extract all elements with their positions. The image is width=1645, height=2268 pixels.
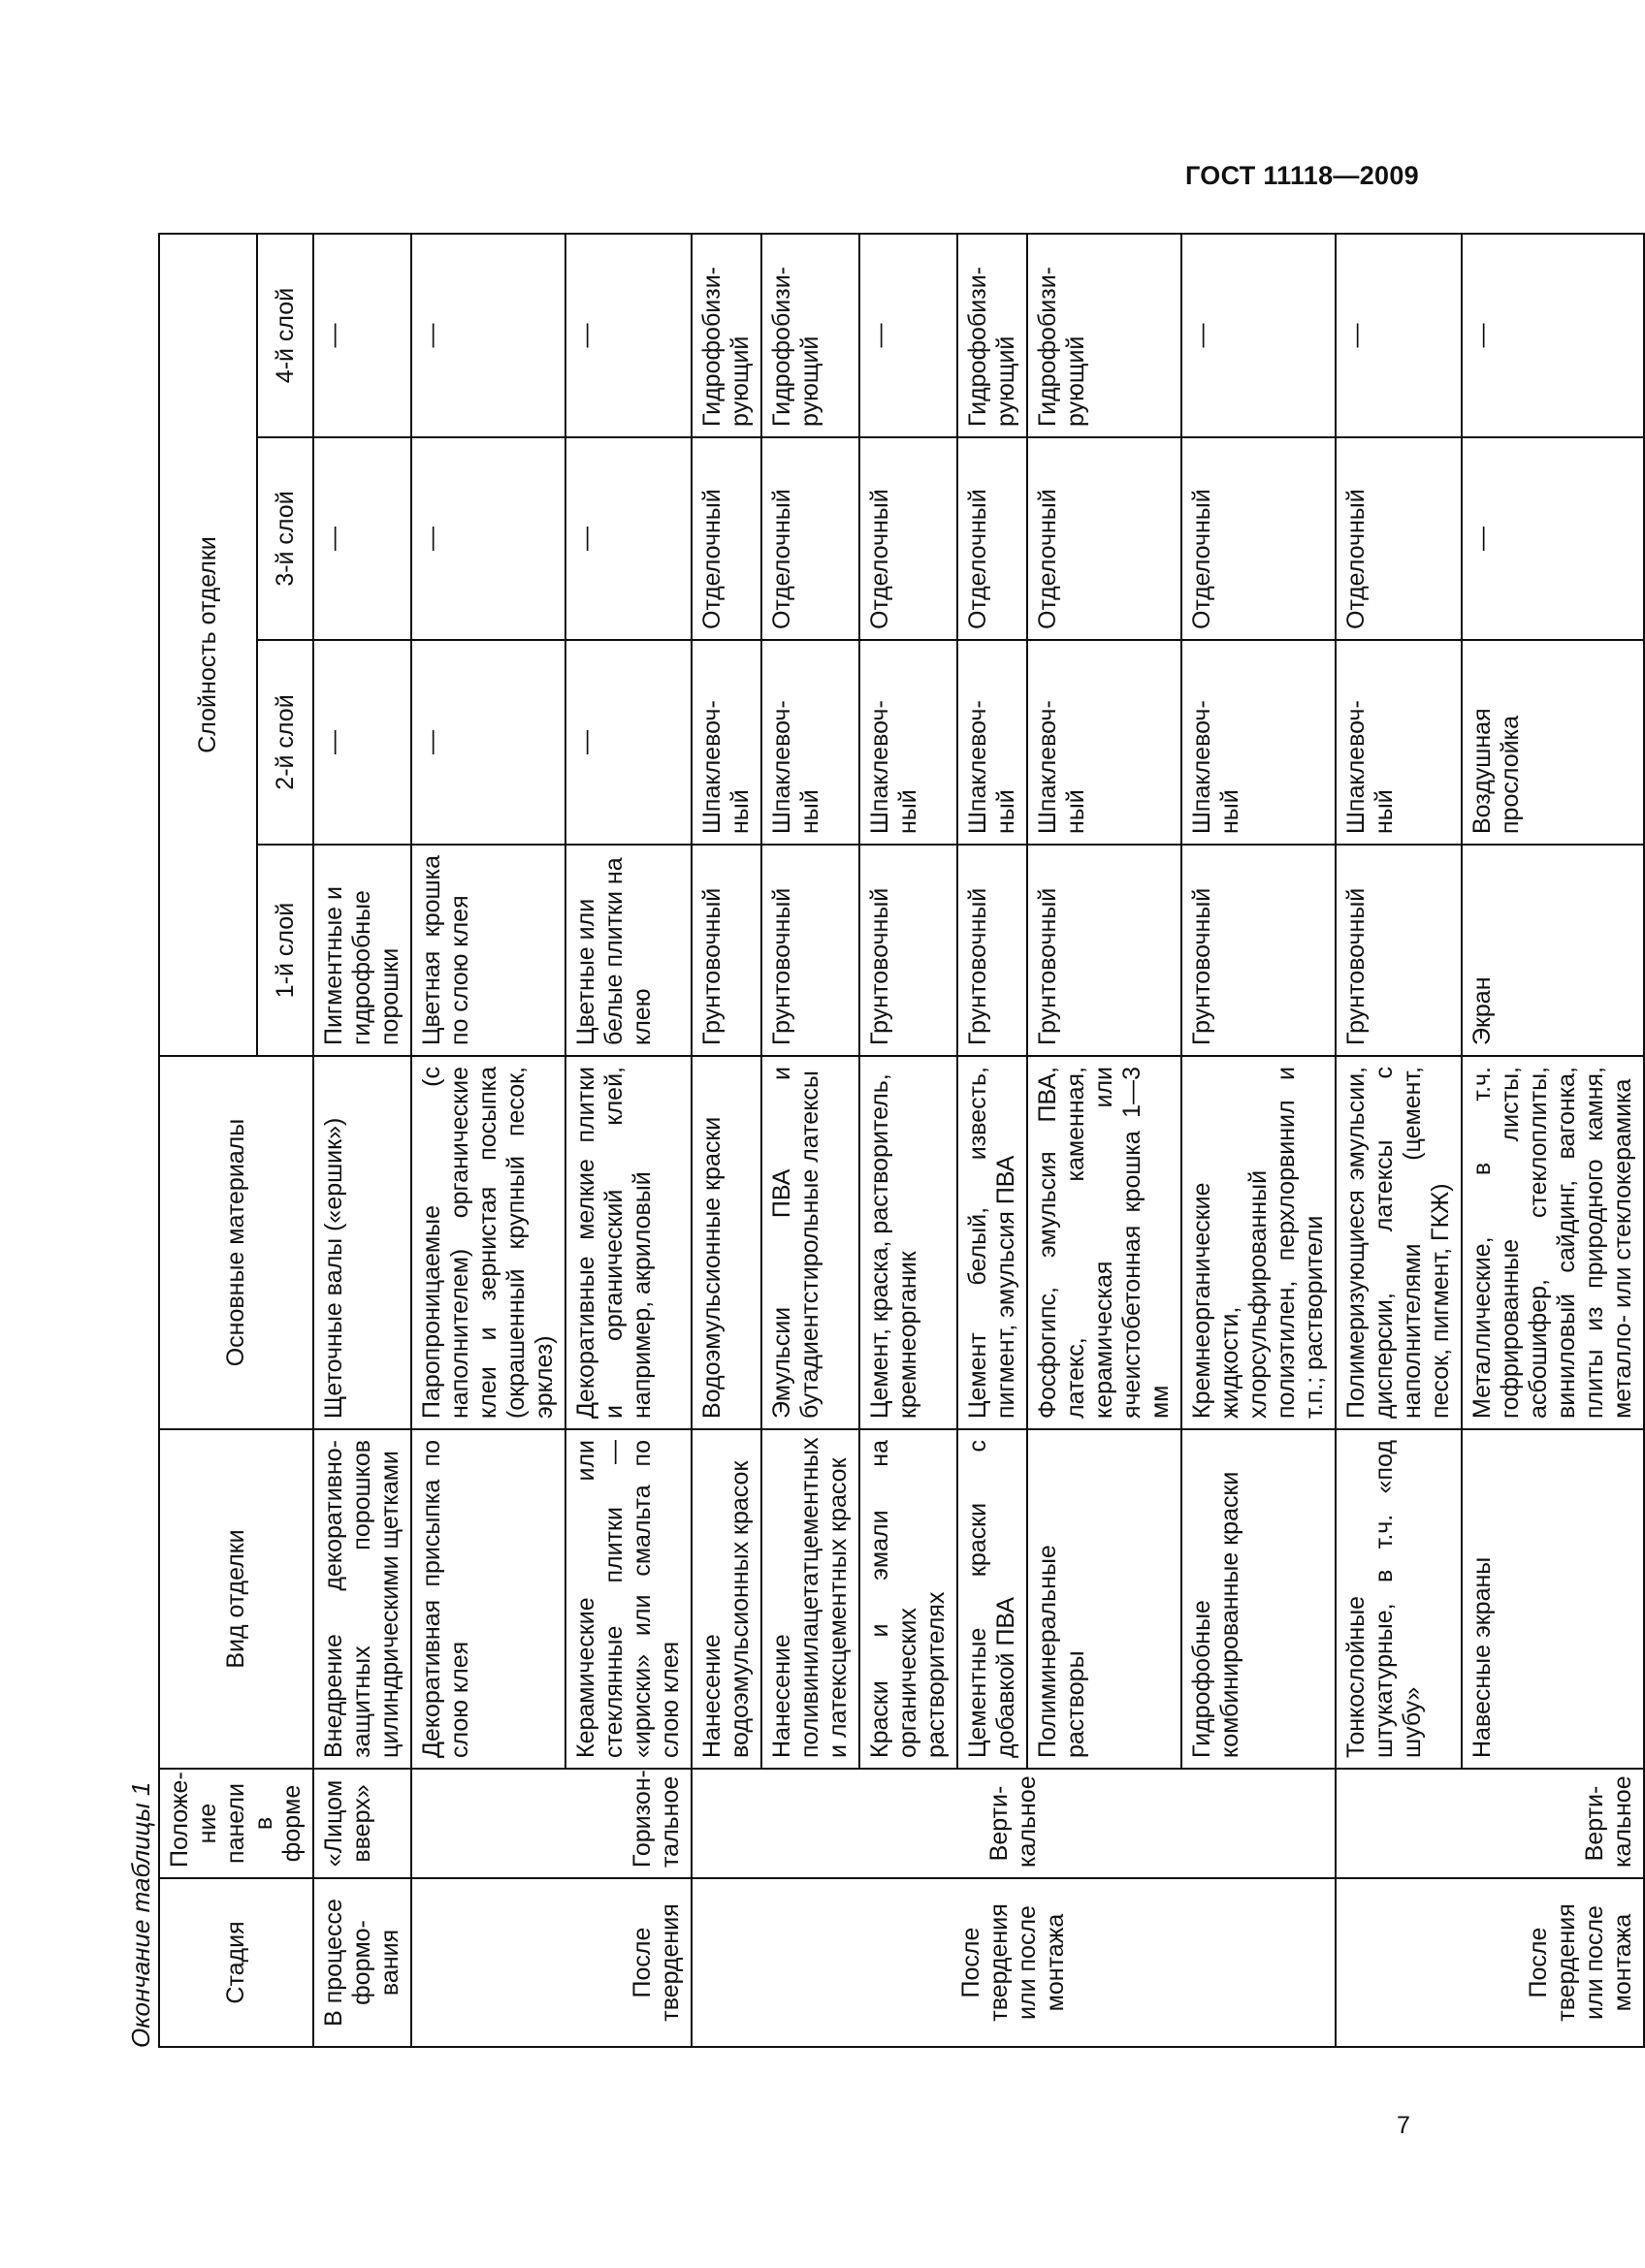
stage-cell: После твердения или после монтажа	[692, 1878, 1336, 2047]
finish-cell: Внедрение декоративно-защитных порошков цилиндрическими щетками	[313, 1429, 411, 1769]
layer2-cell: —	[313, 640, 411, 845]
finish-cell: Нанесение поливинилацетатцементных и латексцементных красок	[761, 1429, 859, 1769]
col-finish-type-header: Вид отделки	[159, 1429, 313, 1769]
materials-cell: Эмульсии ПВА и бутадиентстирольные латексы	[761, 1056, 859, 1429]
layer1-cell: Грунтовочный	[692, 845, 761, 1056]
layer3-cell: —	[1462, 437, 1644, 640]
stage-cell: В процессе формо- вания	[313, 1878, 411, 2047]
table-row	[1336, 234, 1462, 2047]
layer3-cell: Отделочный	[692, 437, 761, 640]
materials-cell: Декоративные мелкие плитки и органический клей, например, акриловый	[565, 1056, 692, 1429]
col-layer4-header: 4-й слой	[257, 234, 313, 437]
layer3-cell: —	[411, 437, 565, 640]
finish-cell: Навесные экраны	[1462, 1429, 1644, 1769]
layer1-cell: Грунтовочный	[957, 845, 1027, 1056]
layer4-cell: Гидрофобизи- рующий	[1027, 234, 1181, 437]
finish-cell: Нанесение водоэмульсионных красок	[692, 1429, 761, 1769]
finishing-table	[158, 233, 1645, 2048]
layer2-cell: Воздушная прослойка	[1462, 640, 1644, 845]
layer1-cell: Грунтовочный	[761, 845, 859, 1056]
finish-cell: Тонкослойные штукатурные, в т.ч. «под шубу»	[1336, 1429, 1462, 1769]
page-number: 7	[1397, 2112, 1410, 2139]
layer3-cell: Отделочный	[859, 437, 957, 640]
layer2-cell: —	[411, 640, 565, 845]
layer3-cell: Отделочный	[957, 437, 1027, 640]
layer3-cell: Отделочный	[761, 437, 859, 640]
col-materials-header: Основные материалы	[159, 1056, 313, 1429]
layer1-cell: Цветная крошка по слою клея	[411, 845, 565, 1056]
layer4-cell: —	[1336, 234, 1462, 437]
layer4-cell: Гидрофобизи- рующий	[692, 234, 761, 437]
materials-cell: Водоэмульсионные краски	[692, 1056, 761, 1429]
layer1-cell: Экран	[1462, 845, 1644, 1056]
rotated-table-block	[126, 206, 1636, 2048]
table-row	[692, 234, 761, 2047]
layer1-cell: Грунтовочный	[859, 845, 957, 1056]
position-cell: «Лицом вверх»	[313, 1769, 411, 1878]
col-stage-header: Стадия	[159, 1878, 313, 2047]
layer1-cell: Пигментные и гидрофобные порошки	[313, 845, 411, 1056]
layer4-cell: Гидрофобизи- рующий	[957, 234, 1027, 437]
layer2-cell: Шпаклевоч- ный	[1027, 640, 1181, 845]
layer1-cell: Грунтовочный	[1027, 845, 1181, 1056]
finish-cell: Декоративная присыпка по слою клея	[411, 1429, 565, 1769]
layer2-cell: Шпаклевоч- ный	[1181, 640, 1336, 845]
layer2-cell: —	[565, 640, 692, 845]
finish-cell: Керамические или стеклянные плитки — «ириски» или смальта по слою клея	[565, 1429, 692, 1769]
col-position-header: Положе- ние панели в форме	[159, 1769, 313, 1878]
layer2-cell: Шпаклевоч- ный	[859, 640, 957, 845]
layer1-cell: Грунтовочный	[1181, 845, 1336, 1056]
position-cell: Верти- кальное	[1336, 1769, 1644, 1878]
layer4-cell: —	[859, 234, 957, 437]
finish-cell: Полиминеральные растворы	[1027, 1429, 1181, 1769]
layer3-cell: —	[565, 437, 692, 640]
layer4-cell: —	[313, 234, 411, 437]
layer4-cell: —	[1181, 234, 1336, 437]
materials-cell: Полимеризующиеся эмульсии, дисперсии, латексы с наполнителями (цемент, песок, пигмент, ГКЖ)	[1336, 1056, 1462, 1429]
table-row	[411, 234, 565, 2047]
layer3-cell: —	[313, 437, 411, 640]
layer1-cell: Грунтовочный	[1336, 845, 1462, 1056]
materials-cell: Кремнеорганические жидкости, хлорсульфированный полиэтилен, перхлорвинил и т.п.; растворители	[1181, 1056, 1336, 1429]
layer3-cell: Отделочный	[1181, 437, 1336, 640]
stage-cell: После твердения	[411, 1878, 692, 2047]
stage-cell: После твердения или после монтажа	[1336, 1878, 1644, 2047]
materials-cell: Цемент белый, известь, пигмент, эмульсия ПВА	[957, 1056, 1027, 1429]
table-caption: Окончание таблицы 1	[126, 1781, 155, 2048]
table-row	[313, 234, 411, 2047]
document-code: ГОСТ 11118—2009	[1185, 161, 1419, 190]
col-layer2-header: 2-й слой	[257, 640, 313, 845]
header-row-1	[159, 234, 257, 2047]
layer2-cell: Шпаклевоч- ный	[692, 640, 761, 845]
layer2-cell: Шпаклевоч- ный	[1336, 640, 1462, 845]
position-cell: Верти- кальное	[692, 1769, 1336, 1878]
col-layers-group-header: Слойность отделки	[159, 234, 257, 1056]
finish-cell: Гидрофобные комбинированные краски	[1181, 1429, 1336, 1769]
position-cell: Горизон- тальное	[411, 1769, 692, 1878]
materials-cell: Щеточные валы («ершик»)	[313, 1056, 411, 1429]
layer4-cell: —	[411, 234, 565, 437]
materials-cell: Фосфогипс, эмульсия ПВА, латекс, каменная, керамическая или ячеистобетонная крошка 1—3 мм	[1027, 1056, 1181, 1429]
layer2-cell: Шпаклевоч- ный	[957, 640, 1027, 845]
col-layer3-header: 3-й слой	[257, 437, 313, 640]
layer3-cell: Отделочный	[1027, 437, 1181, 640]
layer1-cell: Цветные или белые плитки на клею	[565, 845, 692, 1056]
col-layer1-header: 1-й слой	[257, 845, 313, 1056]
materials-cell: Цемент, краска, растворитель, кремнеорганик	[859, 1056, 957, 1429]
materials-cell: Металлические, в т.ч. гофрированные листы, асбошифер, стеклоплиты, виниловый сайдинг, вагонка, плиты из природного камня, металло- или стеклокерамика	[1462, 1056, 1644, 1429]
finish-cell: Цементные краски с добавкой ПВА	[957, 1429, 1027, 1769]
layer4-cell: Гидрофобизи- рующий	[761, 234, 859, 437]
layer3-cell: Отделочный	[1336, 437, 1462, 640]
layer4-cell: —	[565, 234, 692, 437]
materials-cell: Паропроницаемые (с наполнителем) органические клеи и зернистая посыпка (окрашенный крупный песок, эрклез)	[411, 1056, 565, 1429]
layer4-cell: —	[1462, 234, 1644, 437]
finish-cell: Краски и эмали на органических растворителях	[859, 1429, 957, 1769]
layer2-cell: Шпаклевоч- ный	[761, 640, 859, 845]
